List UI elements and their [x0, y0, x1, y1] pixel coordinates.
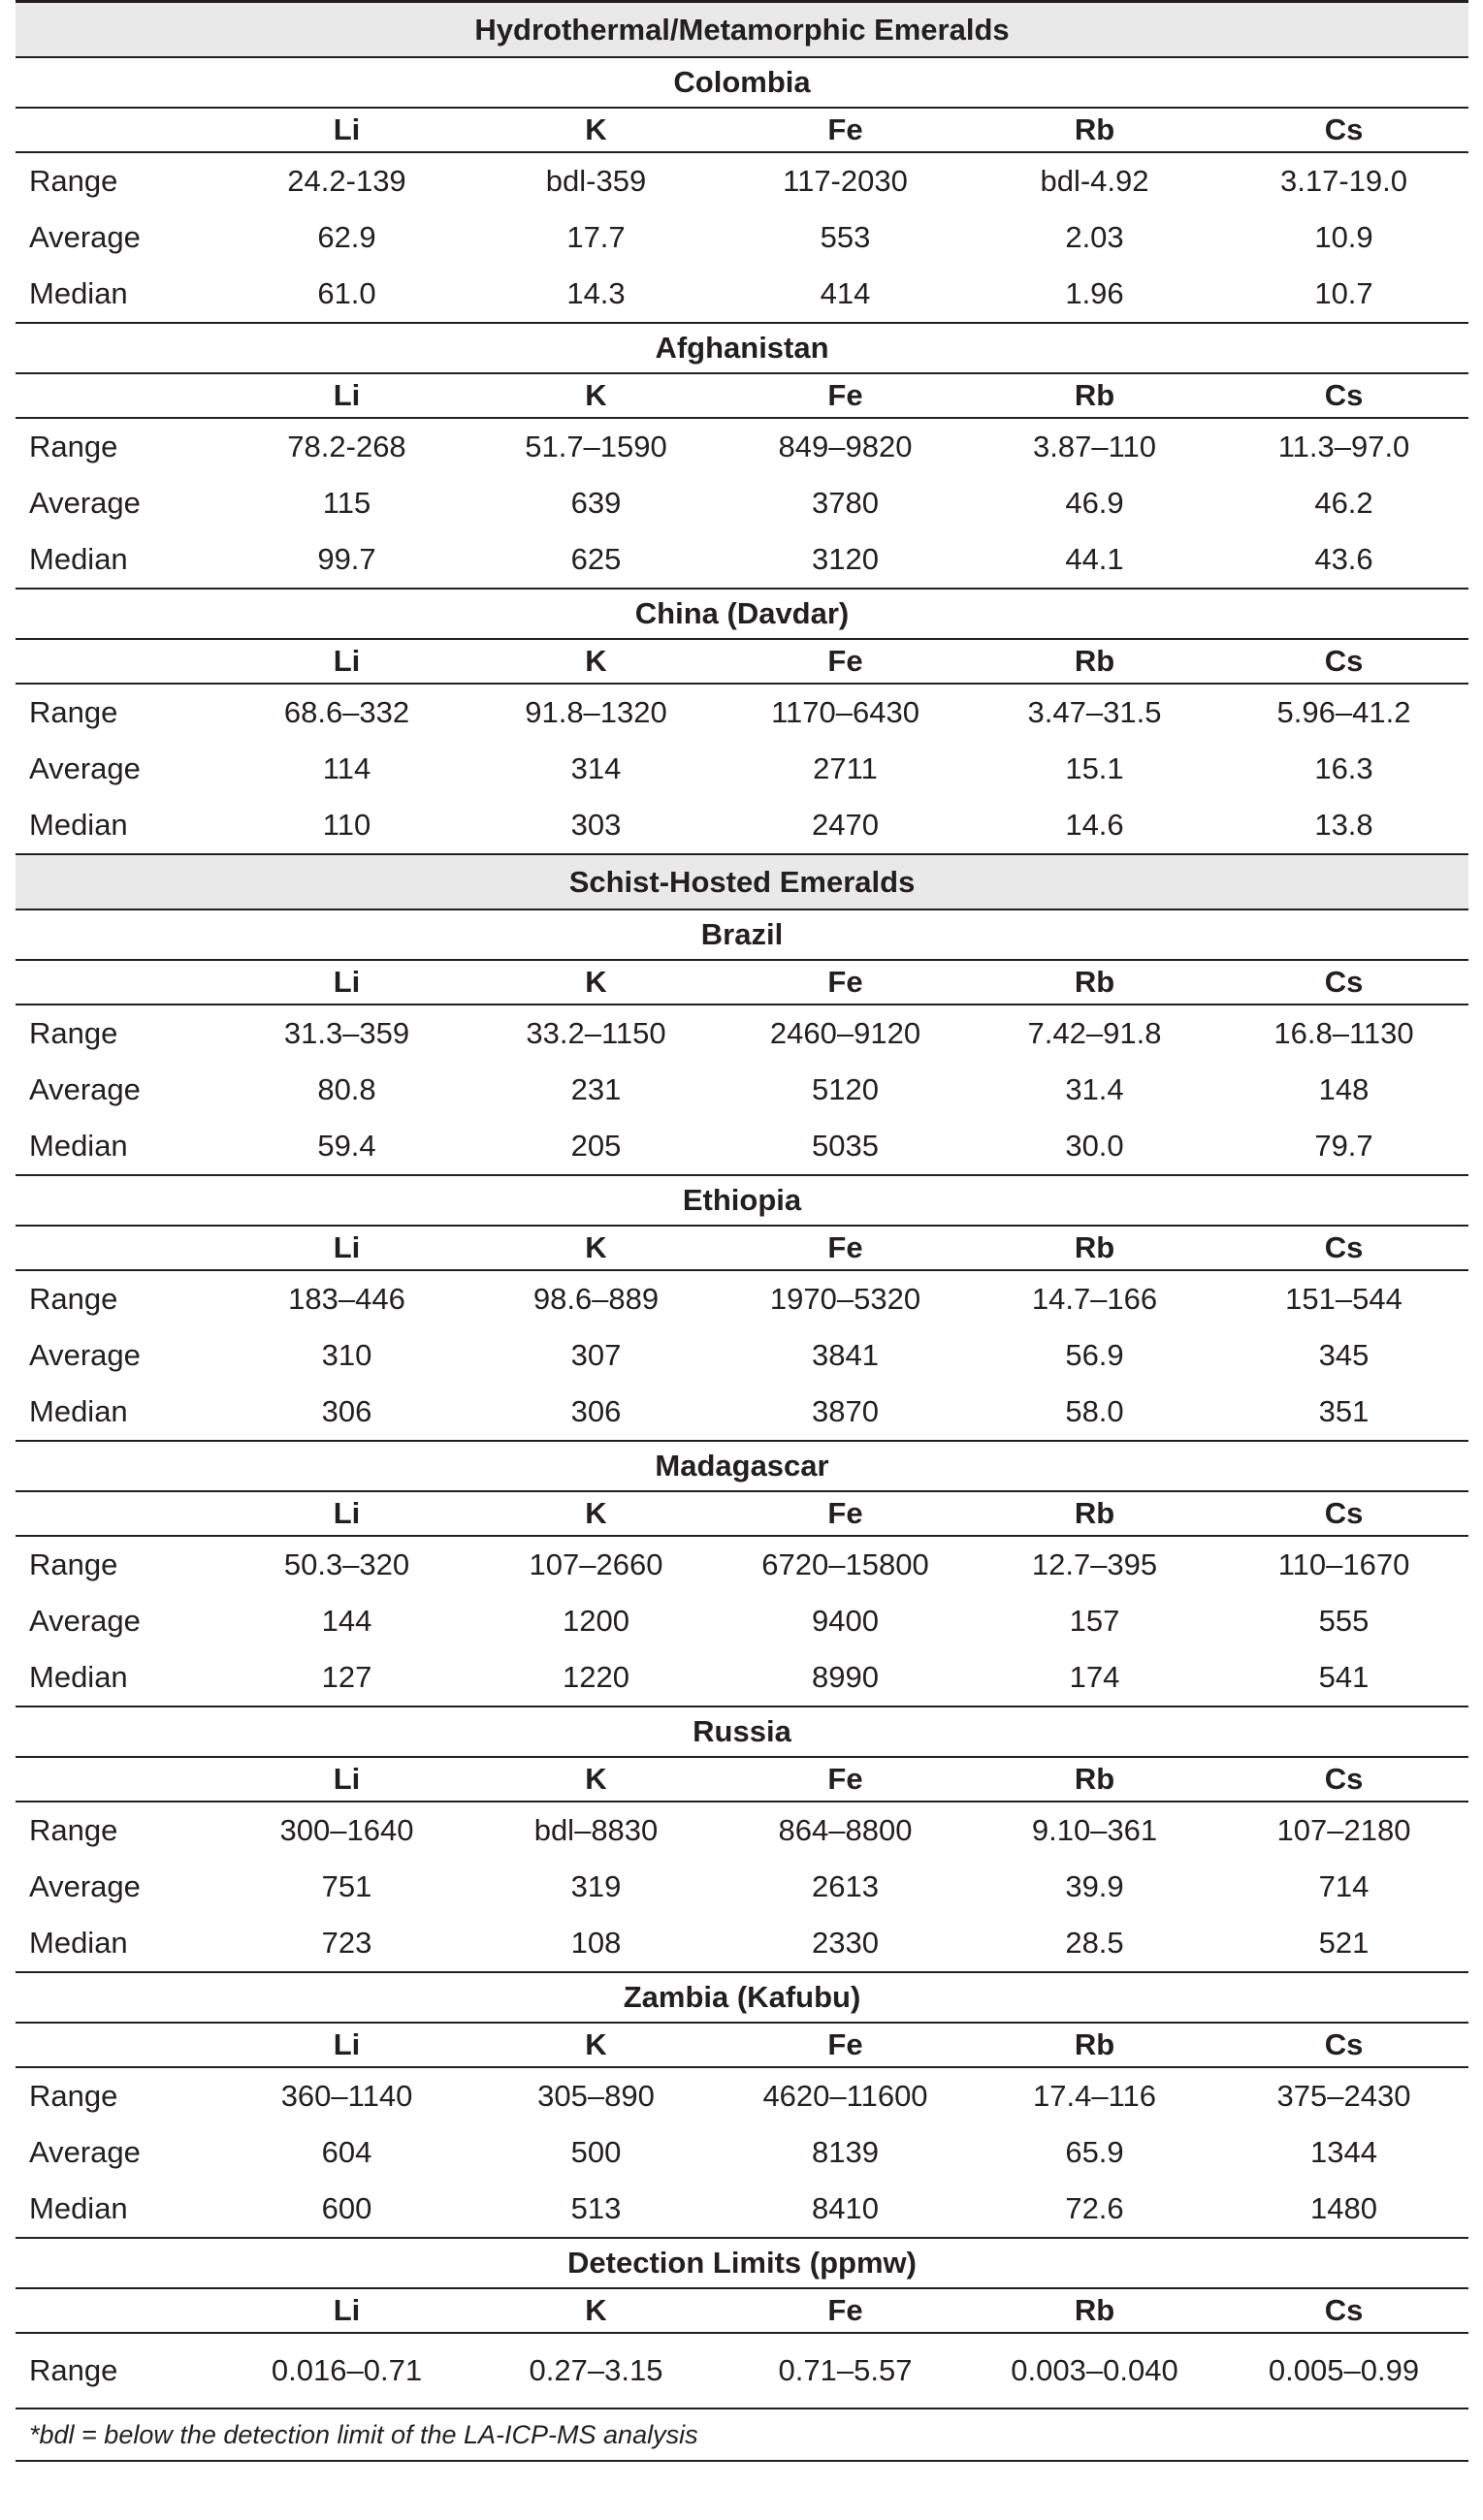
locality-name: Madagascar	[16, 1441, 1468, 1491]
table-cell: 110	[222, 797, 471, 854]
table-cell: 521	[1219, 1915, 1468, 1972]
element-column-header: Cs	[1219, 639, 1468, 684]
element-column-header: K	[471, 1491, 721, 1536]
row-label: Median	[16, 1384, 222, 1441]
table-cell: 2330	[721, 1915, 970, 1972]
table-cell: 7.42–91.8	[1027, 1016, 1162, 1050]
table-cell: 31.3–359	[283, 1016, 410, 1050]
table-row	[16, 1005, 1468, 1062]
table-cell: 1970–5320	[769, 1282, 921, 1316]
table-cell: 183–446	[288, 1282, 405, 1316]
table-cell: 50.3–320	[283, 1547, 410, 1581]
table-cell: 16.8–1130	[1273, 1016, 1414, 1050]
element-column-header: Fe	[721, 639, 970, 684]
locality-name: Ethiopia	[16, 1175, 1468, 1226]
element-column-header: Cs	[1219, 2023, 1468, 2067]
table-row	[16, 418, 1468, 475]
table-cell: 553	[820, 220, 871, 254]
table-cell: 625	[471, 531, 721, 589]
row-label: Median	[16, 1649, 222, 1707]
element-header-row	[16, 960, 1468, 1005]
element-column-header: Li	[222, 2288, 471, 2333]
table-cell: 604	[321, 2135, 372, 2169]
table-cell: 3780	[812, 486, 879, 520]
group-header-row	[16, 854, 1468, 909]
locality-header-row	[16, 1175, 1468, 1226]
table-cell: 30.0	[970, 1118, 1219, 1175]
element-column-header: Li	[222, 639, 471, 684]
table-cell: 56.9	[1065, 1338, 1124, 1372]
element-column-header: K	[471, 2288, 721, 2333]
element-column-header: Rb	[970, 373, 1219, 418]
element-header-row	[16, 1757, 1468, 1802]
table-row	[16, 531, 1468, 589]
table-row	[16, 266, 1468, 323]
table-cell: 157	[1069, 1604, 1120, 1638]
table-cell: 14.7–166	[1031, 1282, 1158, 1316]
table-cell: 1480	[1219, 2181, 1468, 2238]
element-column-header: Fe	[721, 960, 970, 1005]
element-column-header: K	[471, 960, 721, 1005]
locality-name: China (Davdar)	[16, 589, 1468, 639]
element-column-header: Rb	[970, 108, 1219, 152]
table-cell: 3.47–31.5	[1027, 695, 1162, 729]
table-cell: 5120	[812, 1072, 879, 1106]
table-cell: 3.17-19.0	[1280, 164, 1407, 198]
row-label: Range	[16, 2333, 222, 2408]
locality-header-row	[16, 323, 1468, 373]
empty-header-cell	[16, 1491, 222, 1536]
element-column-header: Fe	[721, 1757, 970, 1802]
element-column-header: Fe	[721, 373, 970, 418]
element-column-header: Rb	[970, 1226, 1219, 1270]
table-cell: 0.27–3.15	[471, 2333, 721, 2408]
table-cell: 864–8800	[778, 1813, 913, 1847]
empty-header-cell	[16, 2023, 222, 2067]
group-header-row	[16, 2, 1468, 58]
row-label: Median	[16, 797, 222, 854]
element-column-header: Li	[222, 108, 471, 152]
table-cell: 9.10–361	[1031, 1813, 1158, 1847]
table-cell: 500	[570, 2135, 622, 2169]
table-cell: 300–1640	[279, 1813, 414, 1847]
table-cell: 9400	[812, 1604, 879, 1638]
table-cell: 751	[321, 1869, 372, 1903]
empty-header-cell	[16, 373, 222, 418]
table-cell: 2.03	[1065, 220, 1124, 254]
element-header-row	[16, 2023, 1468, 2067]
row-label: Range	[29, 1016, 118, 1050]
row-label: Range	[29, 164, 118, 198]
element-column-header: Fe	[721, 2023, 970, 2067]
table-cell: 5035	[721, 1118, 970, 1175]
table-cell: 8990	[721, 1649, 970, 1707]
table-cell: 555	[1318, 1604, 1370, 1638]
table-cell: 46.9	[1065, 486, 1124, 520]
empty-header-cell	[16, 639, 222, 684]
row-label: Median	[16, 1915, 222, 1972]
element-column-header: Fe	[721, 2288, 970, 2333]
table-cell: 33.2–1150	[526, 1016, 666, 1050]
table-cell: 10.9	[1314, 220, 1373, 254]
table-cell: 1200	[563, 1604, 629, 1638]
table-row	[16, 684, 1468, 741]
table-cell: 43.6	[1219, 531, 1468, 589]
table-cell: bdl-4.92	[1040, 164, 1149, 198]
table-cell: 314	[570, 751, 622, 785]
table-row	[16, 2067, 1468, 2124]
element-column-header: Li	[222, 1491, 471, 1536]
table-cell: 39.9	[1065, 1869, 1124, 1903]
element-column-header: K	[471, 639, 721, 684]
table-cell: 351	[1219, 1384, 1468, 1441]
table-cell: 375–2430	[1276, 2079, 1411, 2113]
element-column-header: Cs	[1219, 1226, 1468, 1270]
table-cell: 11.3–97.0	[1277, 430, 1410, 463]
table-cell: 3841	[812, 1338, 879, 1372]
row-label: Median	[16, 2181, 222, 2238]
table-cell: 62.9	[317, 220, 376, 254]
table-cell: bdl–8830	[533, 1813, 659, 1847]
locality-name: Russia	[16, 1707, 1468, 1757]
locality-name: Afghanistan	[16, 323, 1468, 373]
locality-name: Brazil	[16, 909, 1468, 960]
element-column-header: Rb	[970, 1757, 1219, 1802]
table-cell: 117-2030	[783, 164, 908, 198]
element-column-header: Li	[222, 373, 471, 418]
locality-header-row	[16, 1441, 1468, 1491]
row-label: Average	[29, 1338, 141, 1372]
table-cell: 3120	[721, 531, 970, 589]
table-cell: 115	[322, 486, 371, 520]
row-label: Average	[29, 1604, 141, 1638]
table-cell: bdl-359	[545, 164, 647, 198]
table-cell: 98.6–889	[532, 1282, 660, 1316]
row-label: Average	[29, 1072, 141, 1106]
table-cell: 144	[321, 1604, 372, 1638]
row-label: Average	[29, 1869, 141, 1903]
table-row	[16, 1915, 1468, 1972]
element-column-header: Fe	[721, 1226, 970, 1270]
row-label: Range	[29, 430, 118, 463]
emerald-composition-table-page	[16, 0, 1468, 2462]
table-cell: 61.0	[222, 266, 471, 323]
table-cell: 17.4–116	[1033, 2079, 1156, 2113]
element-column-header: Rb	[970, 2023, 1219, 2067]
locality-header-row	[16, 1972, 1468, 2023]
empty-header-cell	[16, 1757, 222, 1802]
empty-header-cell	[16, 2288, 222, 2333]
table-cell: 306	[471, 1384, 721, 1441]
element-header-row	[16, 1491, 1468, 1536]
row-label: Average	[29, 220, 141, 254]
element-header-row	[16, 108, 1468, 152]
table-cell: 8410	[721, 2181, 970, 2238]
locality-name: Zambia (Kafubu)	[16, 1972, 1468, 2023]
table-cell: 205	[471, 1118, 721, 1175]
locality-header-row	[16, 2238, 1468, 2288]
table-cell: 12.7–395	[1031, 1547, 1158, 1581]
trace-element-table	[16, 0, 1468, 2462]
element-column-header: Cs	[1219, 108, 1468, 152]
table-cell: 6720–15800	[761, 1547, 929, 1581]
element-column-header: Cs	[1219, 1491, 1468, 1536]
table-cell: 68.6–332	[283, 695, 410, 729]
table-cell: 108	[471, 1915, 721, 1972]
table-cell: 44.1	[970, 531, 1219, 589]
table-cell: 0.003–0.040	[970, 2333, 1219, 2408]
element-header-row	[16, 373, 1468, 418]
table-cell: 319	[570, 1869, 622, 1903]
table-cell: 110–1670	[1277, 1547, 1410, 1581]
table-cell: 639	[570, 486, 622, 520]
table-cell: 714	[1318, 1869, 1370, 1903]
table-cell: 303	[471, 797, 721, 854]
element-column-header: Rb	[970, 639, 1219, 684]
element-header-row	[16, 1226, 1468, 1270]
element-column-header: K	[471, 373, 721, 418]
table-cell: 310	[321, 1338, 372, 1372]
table-row	[16, 2124, 1468, 2181]
element-column-header: Rb	[970, 1491, 1219, 1536]
table-cell: 107–2660	[529, 1547, 663, 1581]
locality-header-row	[16, 1707, 1468, 1757]
table-row	[16, 1859, 1468, 1915]
table-cell: 345	[1318, 1338, 1370, 1372]
table-cell: 13.8	[1219, 797, 1468, 854]
table-row	[16, 2181, 1468, 2238]
element-column-header: K	[471, 1757, 721, 1802]
table-cell: 107–2180	[1276, 1813, 1411, 1847]
table-cell: 127	[222, 1649, 471, 1707]
table-cell: 59.4	[222, 1118, 471, 1175]
element-column-header: K	[471, 108, 721, 152]
table-row	[16, 1327, 1468, 1384]
row-label: Average	[29, 486, 141, 520]
element-column-header: K	[471, 1226, 721, 1270]
table-cell: 14.6	[970, 797, 1219, 854]
table-cell: 16.3	[1314, 751, 1373, 785]
table-row	[16, 1593, 1468, 1649]
table-row	[16, 797, 1468, 854]
table-cell: 114	[322, 751, 371, 785]
element-column-header: Rb	[970, 2288, 1219, 2333]
row-label: Range	[29, 2079, 118, 2113]
table-cell: 28.5	[970, 1915, 1219, 1972]
table-row	[16, 2333, 1468, 2408]
row-label: Range	[29, 1813, 118, 1847]
table-row	[16, 209, 1468, 266]
table-cell: 1170–6430	[771, 695, 919, 729]
row-label: Range	[29, 695, 118, 729]
element-column-header: Cs	[1219, 373, 1468, 418]
table-row	[16, 1384, 1468, 1441]
table-cell: 3.87–110	[1033, 430, 1156, 463]
table-cell: 2470	[721, 797, 970, 854]
element-column-header: Rb	[970, 960, 1219, 1005]
table-row	[16, 1270, 1468, 1327]
row-label: Median	[16, 531, 222, 589]
table-row	[16, 1118, 1468, 1175]
row-label: Range	[29, 1282, 118, 1316]
table-cell: 72.6	[970, 2181, 1219, 2238]
table-cell: 65.9	[1065, 2135, 1124, 2169]
table-row	[16, 741, 1468, 797]
element-header-row	[16, 639, 1468, 684]
table-cell: 10.7	[1219, 266, 1468, 323]
table-cell: 2460–9120	[769, 1016, 921, 1050]
row-label: Average	[29, 751, 141, 785]
table-cell: 541	[1219, 1649, 1468, 1707]
table-cell: 91.8–1320	[525, 695, 667, 729]
table-row	[16, 1802, 1468, 1859]
table-cell: 723	[222, 1915, 471, 1972]
element-column-header: Fe	[721, 108, 970, 152]
table-cell: 0.005–0.99	[1219, 2333, 1468, 2408]
element-column-header: K	[471, 2023, 721, 2067]
locality-name: Detection Limits (ppmw)	[16, 2238, 1468, 2288]
table-cell: 80.8	[317, 1072, 376, 1106]
footnote-row	[16, 2408, 1468, 2461]
table-cell: 1220	[471, 1649, 721, 1707]
table-cell: 51.7–1590	[525, 430, 667, 463]
group-title: Hydrothermal/Metamorphic Emeralds	[16, 2, 1468, 58]
table-cell: 2613	[812, 1869, 879, 1903]
table-cell: 24.2-139	[287, 164, 406, 198]
empty-header-cell	[16, 960, 222, 1005]
element-header-row	[16, 2288, 1468, 2333]
group-title: Schist-Hosted Emeralds	[16, 854, 1468, 909]
element-column-header: Fe	[721, 1491, 970, 1536]
element-column-header: Li	[222, 2023, 471, 2067]
locality-header-row	[16, 57, 1468, 108]
table-body	[16, 2, 1468, 2462]
empty-header-cell	[16, 1226, 222, 1270]
table-row	[16, 1536, 1468, 1593]
table-cell: 305–890	[537, 2079, 655, 2113]
table-cell: 414	[721, 266, 970, 323]
table-cell: 306	[222, 1384, 471, 1441]
element-column-header: Li	[222, 960, 471, 1005]
table-cell: 849–9820	[778, 430, 913, 463]
table-row	[16, 1649, 1468, 1707]
table-cell: 58.0	[970, 1384, 1219, 1441]
table-row	[16, 152, 1468, 209]
table-cell: 148	[1318, 1072, 1370, 1106]
table-cell: 360–1140	[280, 2079, 413, 2113]
element-column-header: Cs	[1219, 960, 1468, 1005]
locality-name: Colombia	[16, 57, 1468, 108]
row-label: Median	[16, 266, 222, 323]
table-cell: 3870	[721, 1384, 970, 1441]
table-cell: 513	[471, 2181, 721, 2238]
table-cell: 600	[222, 2181, 471, 2238]
table-cell: 151–544	[1285, 1282, 1402, 1316]
table-cell: 14.3	[471, 266, 721, 323]
row-label: Average	[29, 2135, 141, 2169]
element-column-header: Li	[222, 1757, 471, 1802]
table-row	[16, 475, 1468, 531]
table-cell: 78.2-268	[287, 430, 406, 463]
table-cell: 4620–11600	[762, 2079, 928, 2113]
table-cell: 307	[570, 1338, 622, 1372]
table-cell: 174	[970, 1649, 1219, 1707]
table-cell: 0.016–0.71	[222, 2333, 471, 2408]
table-cell: 1344	[1310, 2135, 1377, 2169]
table-row	[16, 1062, 1468, 1118]
row-label: Median	[16, 1118, 222, 1175]
table-cell: 1.96	[970, 266, 1219, 323]
table-cell: 31.4	[1065, 1072, 1124, 1106]
empty-header-cell	[16, 108, 222, 152]
table-cell: 8139	[812, 2135, 879, 2169]
locality-header-row	[16, 909, 1468, 960]
table-cell: 99.7	[222, 531, 471, 589]
element-column-header: Cs	[1219, 2288, 1468, 2333]
locality-header-row	[16, 589, 1468, 639]
element-column-header: Cs	[1219, 1757, 1468, 1802]
table-cell: 0.71–5.57	[721, 2333, 970, 2408]
table-cell: 5.96–41.2	[1276, 695, 1411, 729]
footnote: *bdl = below the detection limit of the LA-ICP-MS analysis	[16, 2408, 1468, 2461]
table-cell: 2711	[813, 751, 878, 785]
table-cell: 46.2	[1314, 486, 1373, 520]
table-cell: 231	[570, 1072, 622, 1106]
table-cell: 15.1	[1065, 751, 1124, 785]
element-column-header: Li	[222, 1226, 471, 1270]
table-cell: 17.7	[566, 220, 626, 254]
row-label: Range	[29, 1547, 118, 1581]
table-cell: 79.7	[1219, 1118, 1468, 1175]
